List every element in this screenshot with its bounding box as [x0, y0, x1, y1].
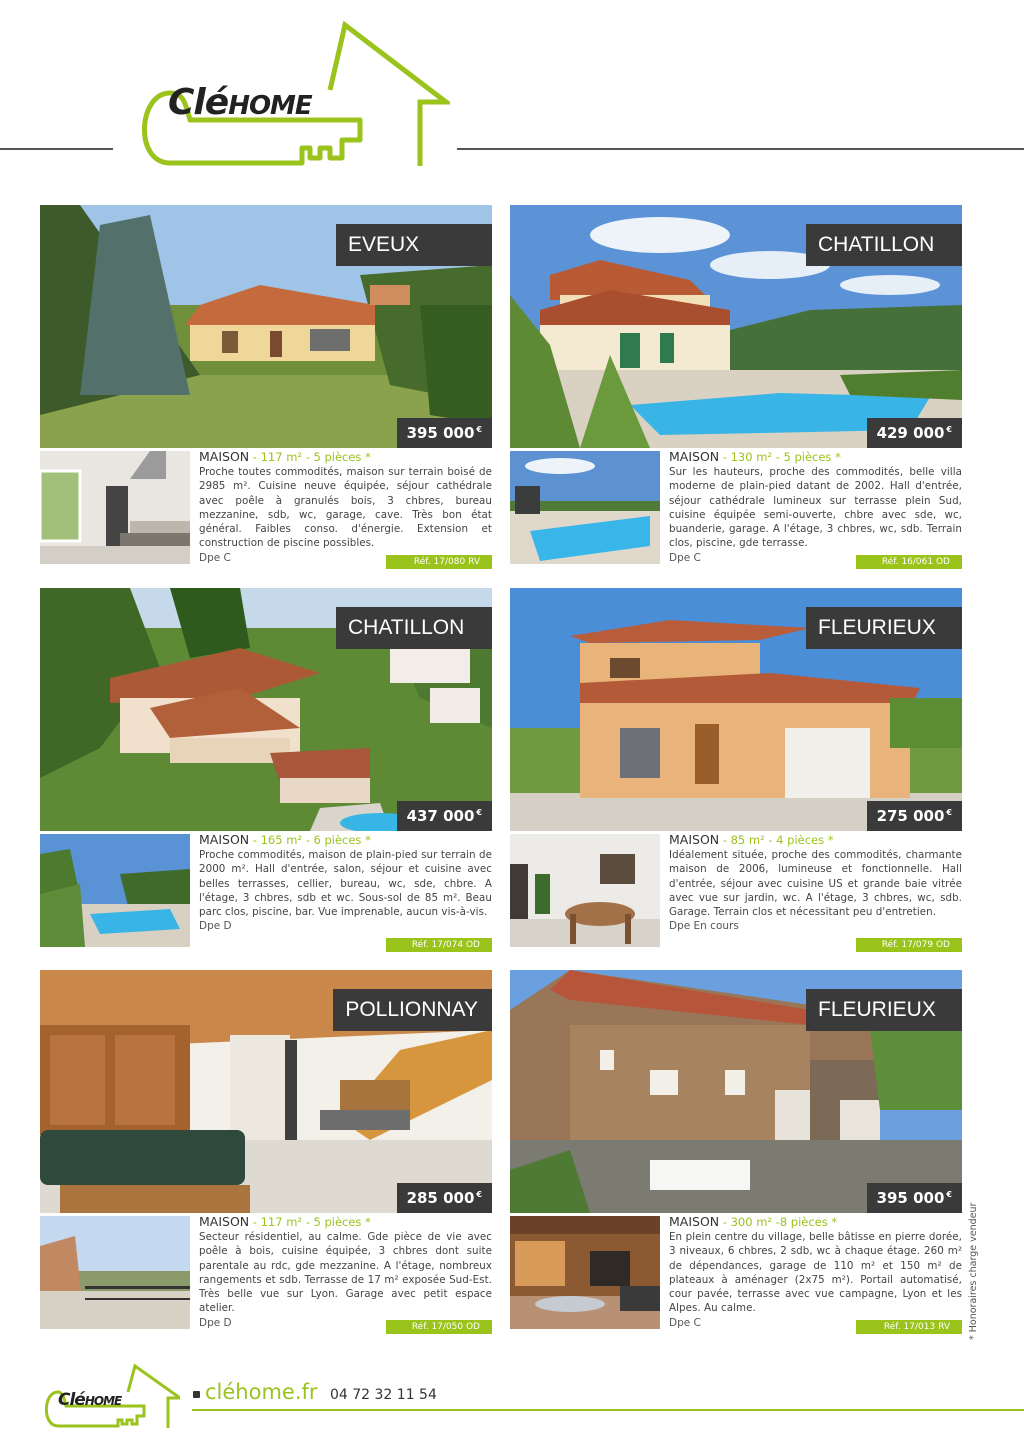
listing-price	[397, 418, 492, 448]
footer-rule	[192, 1409, 1024, 1411]
listing-text: Proche commodités, maison de plain-pied sur terrain de 2000 m². Hall d'entrée, salon, séjour et cuisine avec belles terrasses, cellier, bureau, wc, sde, chbre. A l'étage, 3 chbres, sdb et wc. Sous-sol de 85 m². Beau parc clos, piscine, bar. Vue imprenable, aucun vis-à-vis.	[199, 849, 492, 919]
listing-title	[669, 450, 962, 464]
listing-dpe: Dpe D	[199, 920, 232, 933]
listing-city: POLLIONNAY	[333, 989, 492, 1031]
listing-city: FLEURIEUX	[806, 989, 962, 1031]
listing-price	[397, 801, 492, 831]
listing-photo	[40, 588, 492, 831]
listing-description-block	[669, 450, 962, 565]
listing-card-pollionnay[interactable]	[40, 970, 492, 1334]
brand-name-part1: Clé	[168, 82, 229, 123]
brand-name-part2: HOME	[228, 91, 312, 121]
property-type: MAISON	[669, 449, 720, 464]
listing-city: CHATILLON	[806, 224, 962, 266]
listing-description-block	[199, 1215, 492, 1330]
listing-price	[867, 418, 962, 448]
price-value: 395 000	[876, 1189, 945, 1207]
listing-thumbnail	[510, 834, 660, 947]
property-spec: - 130 m² - 5 pièces *	[719, 450, 841, 464]
price-value: 275 000	[876, 807, 945, 825]
listing-photo	[510, 970, 962, 1213]
listing-card-fleurieux-2[interactable]	[510, 970, 962, 1334]
listing-dpe: Dpe C	[669, 551, 701, 564]
listing-city: FLEURIEUX	[806, 607, 962, 649]
listing-description-block	[199, 450, 492, 565]
listing-dpe: Dpe C	[199, 551, 231, 564]
listing-title	[669, 1215, 962, 1229]
property-type: MAISON	[199, 1214, 250, 1229]
listing-card-chatillon-2[interactable]	[40, 588, 492, 952]
property-spec: - 117 m² - 5 pièces *	[249, 1215, 371, 1229]
listing-city: CHATILLON	[336, 607, 492, 649]
listing-thumbnail	[510, 1216, 660, 1329]
listing-ref-badge: Réf. 17/079 OD	[856, 938, 962, 952]
footer-brand-part1: Clé	[58, 1390, 85, 1410]
property-type: MAISON	[669, 1214, 720, 1229]
currency: €	[946, 1190, 952, 1199]
header-rule-right	[457, 148, 1024, 150]
property-spec: - 117 m² - 5 pièces *	[249, 450, 371, 464]
price-value: 395 000	[406, 424, 475, 442]
listing-title	[199, 450, 492, 464]
listing-photo	[510, 205, 962, 448]
listing-title	[199, 1215, 492, 1229]
listing-dpe: Dpe C	[669, 1316, 701, 1329]
listing-thumbnail	[40, 1216, 190, 1329]
currency: €	[476, 808, 482, 817]
property-type: MAISON	[669, 832, 720, 847]
listing-ref-badge: Réf. 17/013 RV	[856, 1320, 962, 1334]
listing-text: Idéalement située, proche des commodités, charmante maison de 2006, lumineuse et fonctionnelle. Hall d'entrée, séjour avec cuisine US et grande baie vitrée avec vue sur jardin, wc. A l'étage, 3 chbres, wc, sdb. Garage. Terrain clos et nécessitant peu d'entretien.	[669, 849, 962, 919]
listing-card-chatillon-1[interactable]	[510, 205, 962, 569]
listing-photo	[40, 205, 492, 448]
footer-bullet	[193, 1391, 200, 1398]
listing-description-block	[199, 833, 492, 933]
currency: €	[946, 425, 952, 434]
property-spec: - 300 m² -8 pièces *	[719, 1215, 838, 1229]
listing-text: Secteur résidentiel, au calme. Gde pièce de vie avec poêle à bois, cuisine équipée, 3 chbres dont suite parentale au rdc, gde mezzanine. A l'étage, nombreux rangements et sdb. Terrasse de 17 m² exposée Sud-Est. Très belle vue sur Lyon. Garage avec petit espace atelier.	[199, 1231, 492, 1315]
footer-brand-part2: HOME	[84, 1394, 122, 1408]
listing-text: Proche toutes commodités, maison sur terrain boisé de 2985 m². Cuisine neuve équipée, séjour cathédrale avec poêle à granulés bois, 3 chbres, bureau mezzanine, sdb, wc, garage, cave. Très bon état général. Faibles conso. d'énergie. Extension et construction de piscine possibles.	[199, 466, 492, 550]
listing-title	[669, 833, 962, 847]
listing-text: Sur les hauteurs, proche des commodités, belle villa moderne de plain-pied datant de 2002. Hall d'entrée, séjour cathédrale lumineux sur terrasse plein Sud, cuisine équipée semi-ouverte, chbre avec sde, wc, buanderie, garage. A l'étage, 3 chbres, wc, sdb. Terrain clos, piscine, gde terrasse.	[669, 466, 962, 550]
listing-city: EVEUX	[336, 224, 492, 266]
listing-ref-badge: Réf. 17/050 OD	[386, 1320, 492, 1334]
currency: €	[946, 808, 952, 817]
listing-ref-badge: Réf. 17/080 RV	[386, 555, 492, 569]
listing-dpe: Dpe En cours	[669, 920, 739, 933]
property-type: MAISON	[199, 449, 250, 464]
currency: €	[476, 425, 482, 434]
listing-card-eveux[interactable]	[40, 205, 492, 569]
listing-text: En plein centre du village, belle bâtisse en pierre dorée, 3 niveaux, 6 chbres, 2 sdb, wc à chaque étage. 260 m² de dépendances, garage de 110 m² et 150 m² de plateaux à aménager (2x75 m²). Portail automatisé, cour pavée, terrasse avec vue campagne, Lyon et les Alpes. Au calme.	[669, 1231, 962, 1315]
listing-ref-badge: Réf. 16/061 OD	[856, 555, 962, 569]
listing-photo	[510, 588, 962, 831]
phone-number[interactable]: 04 72 32 11 54	[330, 1387, 437, 1403]
header-rule-left	[0, 148, 113, 150]
listing-description-block	[669, 833, 962, 933]
listing-price	[867, 1183, 962, 1213]
fees-note: * Honoraires charge vendeur	[968, 1202, 979, 1340]
property-spec: - 85 m² - 4 pièces *	[719, 833, 834, 847]
footer-brand	[58, 1390, 121, 1410]
website-link[interactable]: cléhome.fr	[205, 1380, 318, 1404]
price-value: 285 000	[406, 1189, 475, 1207]
listing-thumbnail	[40, 451, 190, 564]
price-value: 429 000	[876, 424, 945, 442]
listing-description-block	[669, 1215, 962, 1330]
listing-price	[397, 1183, 492, 1213]
listing-photo	[40, 970, 492, 1213]
listing-thumbnail	[510, 451, 660, 564]
currency: €	[476, 1190, 482, 1199]
property-spec: - 165 m² - 6 pièces *	[249, 833, 371, 847]
listing-price	[867, 801, 962, 831]
listing-title	[199, 833, 492, 847]
property-type: MAISON	[199, 832, 250, 847]
listing-dpe: Dpe D	[199, 1316, 232, 1329]
listing-thumbnail	[40, 834, 190, 947]
listing-ref-badge: Réf. 17/074 OD	[386, 938, 492, 952]
brand-logo	[168, 82, 312, 123]
listing-card-fleurieux-1[interactable]	[510, 588, 962, 952]
price-value: 437 000	[406, 807, 475, 825]
